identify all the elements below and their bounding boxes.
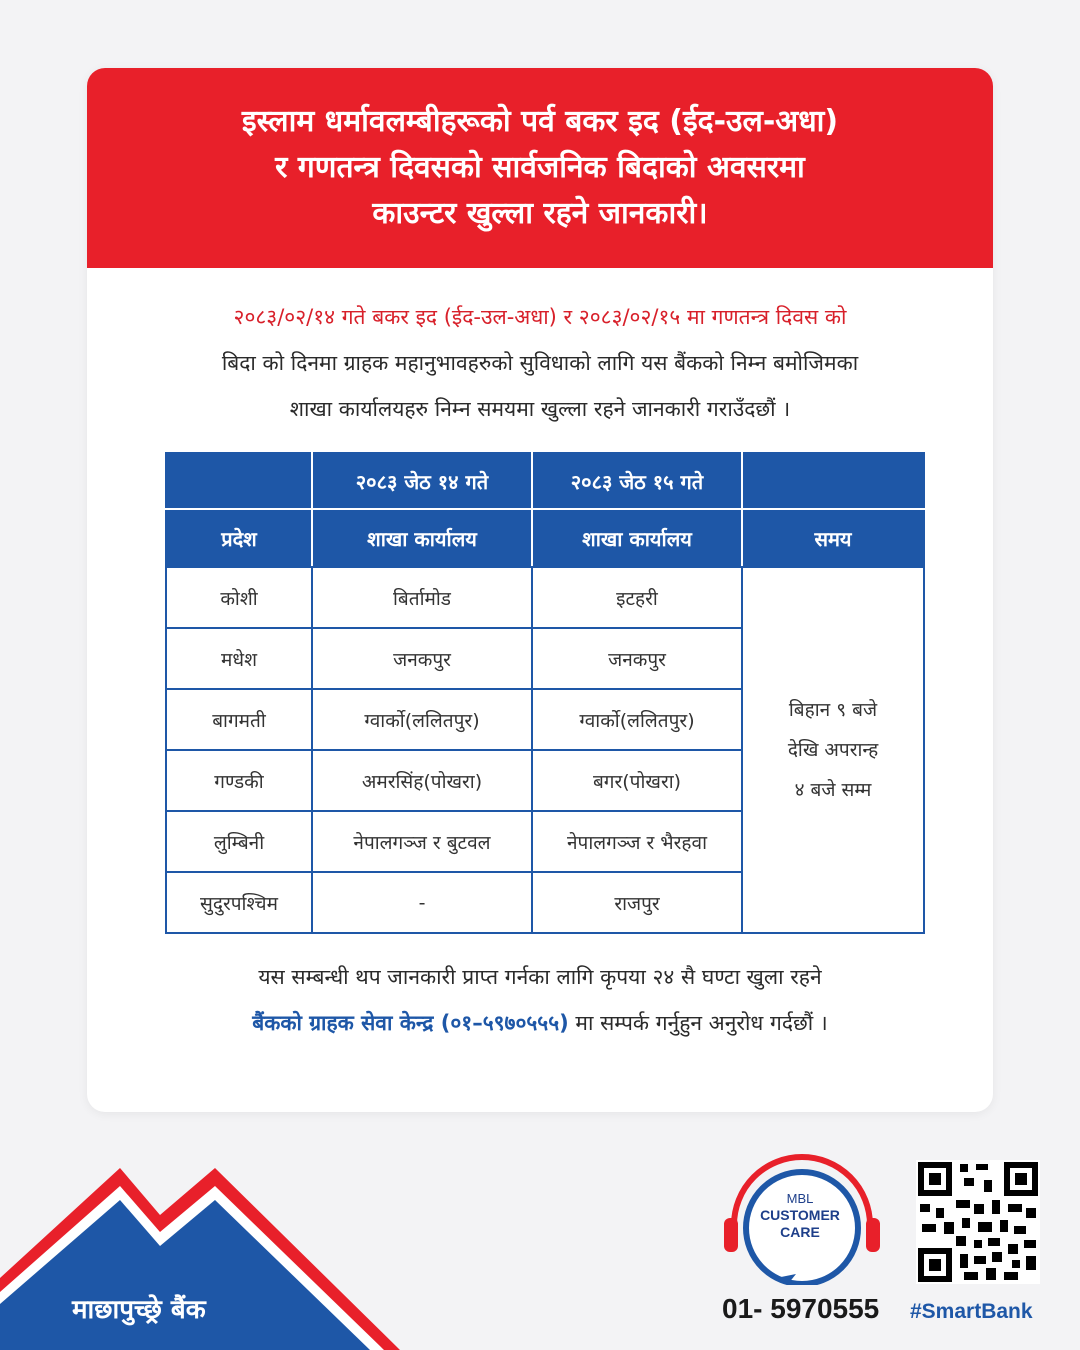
- branch-header-1: शाखा कार्यालय: [312, 509, 532, 567]
- province-cell: लुम्बिनी: [166, 811, 312, 872]
- contact-line-2-rest: मा सम्पर्क गर्नुहुन अनुरोध गर्दछौं ।: [568, 1011, 828, 1035]
- table-row: [166, 567, 924, 628]
- province-cell: गण्डकी: [166, 750, 312, 811]
- province-header: प्रदेश: [166, 509, 312, 567]
- branch2-cell: जनकपुर: [532, 628, 742, 689]
- intro-paragraph: [87, 294, 993, 432]
- branch2-cell: नेपालगञ्ज र भैरहवा: [532, 811, 742, 872]
- empty-header-cell: [742, 453, 924, 509]
- time-line-3: ४ बजे सम्म: [794, 779, 872, 801]
- qr-code-icon[interactable]: [916, 1160, 1040, 1284]
- date-header-2: २०८३ जेठ १५ गते: [532, 453, 742, 509]
- branch1-cell: ग्वार्को(ललितपुर): [312, 689, 532, 750]
- customer-care-mbl: MBL: [786, 1191, 814, 1206]
- time-line-1: बिहान ९ बजे: [788, 699, 878, 721]
- branch1-cell: अमरसिंह(पोखरा): [312, 750, 532, 811]
- branch2-cell: बगर(पोखरा): [532, 750, 742, 811]
- branch2-cell: राजपुर: [532, 872, 742, 933]
- contact-line-2: [87, 1000, 993, 1046]
- notice-header: [87, 68, 993, 268]
- intro-line-2: बिदा को दिनमा ग्राहक महानुभावहरुको सुविधाको लागि यस बैंकको निम्न बमोजिमका: [221, 351, 859, 375]
- time-header: समय: [742, 509, 924, 567]
- branch-schedule-table: [165, 452, 925, 934]
- header-line-2: र गणतन्त्र दिवसको सार्वजनिक बिदाको अवसरमा: [275, 150, 805, 185]
- date-header-1: २०८३ जेठ १४ गते: [312, 453, 532, 509]
- notice-card: [87, 68, 993, 1112]
- header-line-1: इस्लाम धर्मावलम्बीहरूको पर्व बकर इद (ईद-उल-अधा): [241, 104, 839, 139]
- time-cell: [742, 567, 924, 933]
- province-cell: कोशी: [166, 567, 312, 628]
- branch1-cell: नेपालगञ्ज र बुटवल: [312, 811, 532, 872]
- customer-service-highlight: बैंकको ग्राहक सेवा केन्द्र (०१–५९७०५५५): [252, 1011, 569, 1035]
- customer-care-phone: 01- 5970555: [722, 1293, 880, 1324]
- customer-care-line-1: CUSTOMER: [760, 1207, 840, 1223]
- province-cell: मधेश: [166, 628, 312, 689]
- header-line-3: काउन्टर खुल्ला रहने जानकारी।: [372, 196, 708, 231]
- table-date-header-row: [166, 453, 924, 509]
- province-cell: बागमती: [166, 689, 312, 750]
- intro-line-3: शाखा कार्यालयहरु निम्न समयमा खुल्ला रहने जानकारी गराउँदछौं ।: [289, 397, 791, 421]
- bank-name: माछापुच्छ्रे बैंक: [72, 1295, 206, 1325]
- contact-paragraph: [87, 954, 993, 1046]
- table-column-header-row: [166, 509, 924, 567]
- smartbank-hashtag: #SmartBank: [910, 1300, 1033, 1323]
- intro-line-1: २०८३/०२/१४ गते बकर इद (ईद-उल-अधा) र २०८३/०२/१५ मा गणतन्त्र दिवस को: [233, 305, 847, 329]
- customer-care-label: [742, 1190, 858, 1241]
- branch1-cell: -: [312, 872, 532, 933]
- customer-care-line-2: CARE: [780, 1224, 820, 1240]
- branch1-cell: जनकपुर: [312, 628, 532, 689]
- empty-header-cell: [166, 453, 312, 509]
- time-line-2: देखि अपरान्ह: [787, 739, 879, 761]
- branch2-cell: इटहरी: [532, 567, 742, 628]
- branch1-cell: बिर्तामोड: [312, 567, 532, 628]
- branch-header-2: शाखा कार्यालय: [532, 509, 742, 567]
- contact-line-1: यस सम्बन्धी थप जानकारी प्राप्त गर्नका लागि कृपया २४ सै घण्टा खुला रहने: [258, 965, 822, 989]
- branch2-cell: ग्वार्को(ललितपुर): [532, 689, 742, 750]
- province-cell: सुदुरपश्चिम: [166, 872, 312, 933]
- bank-logo-mountain-icon: [0, 1160, 420, 1350]
